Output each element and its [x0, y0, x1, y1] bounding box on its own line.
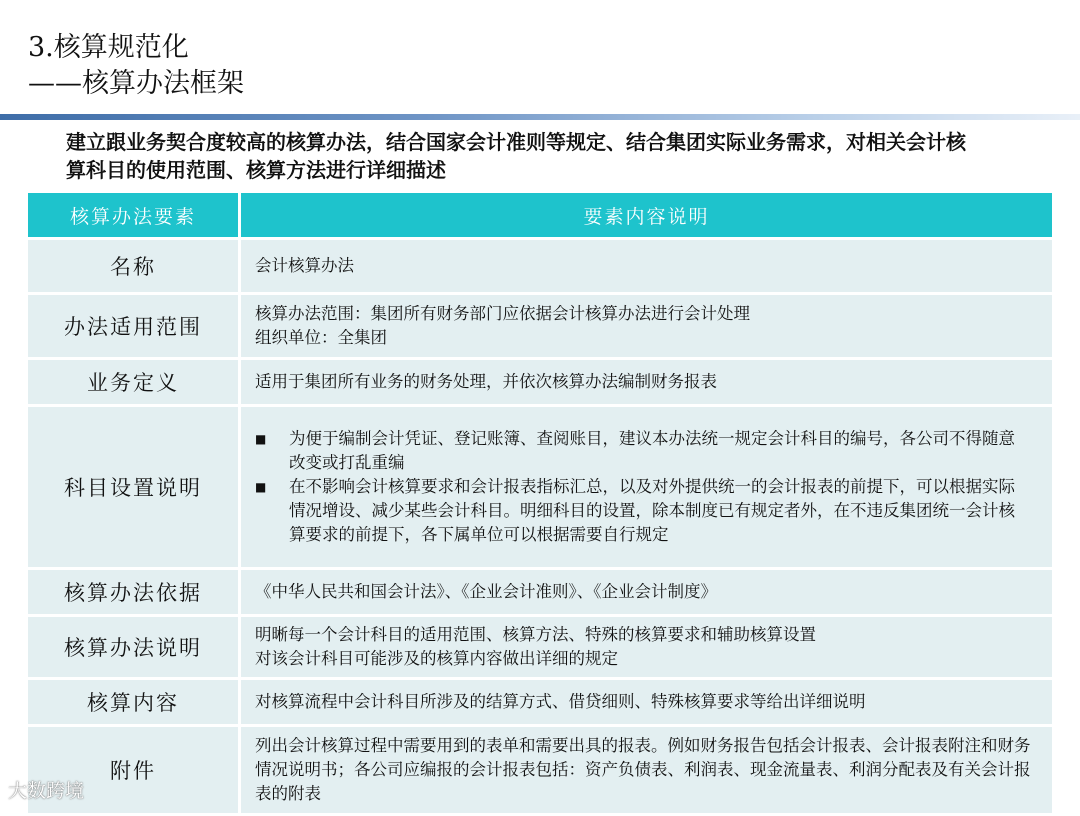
- table-header-row: [28, 193, 1052, 237]
- content-line: 会计核算办法: [255, 256, 354, 275]
- row-label: 核算办法说明: [28, 617, 241, 677]
- table-row: [28, 407, 1052, 567]
- intro-text: 建立跟业务契合度较高的核算办法，结合国家会计准则等规定、结合集团实际业务需求，对相关会计核算科目的使用范围、核算方法进行详细描述: [66, 130, 966, 182]
- elements-table: [28, 190, 1052, 816]
- watermark-logo: 大数跨境: [8, 780, 85, 802]
- row-content: [241, 617, 1052, 677]
- row-content: [241, 240, 1052, 292]
- row-label: 办法适用范围: [28, 295, 241, 357]
- bullet-text: 在不影响会计核算要求和会计报表指标汇总，以及对外提供统一的会计报表的前提下，可以根据实际情况增设、减少某些会计科目。明细科目的设置，除本制度已有规定者外，在不违反集团统一会计核算要求的前提下，各下属单位可以根据需要自行规定: [289, 477, 1015, 544]
- slide-title: [28, 30, 244, 102]
- table-row: [28, 680, 1052, 724]
- bullet-square-icon: ■: [255, 432, 267, 446]
- row-label: 核算办法依据: [28, 570, 241, 614]
- row-content: [241, 727, 1052, 813]
- table-row: [28, 617, 1052, 677]
- header-element: 核算办法要素: [28, 193, 241, 237]
- content-line: 适用于集团所有业务的财务处理，并依次核算办法编制财务报表: [255, 372, 717, 391]
- row-label: 核算内容: [28, 680, 241, 724]
- content-line: 《中华人民共和国会计法》、《企业会计准则》、《企业会计制度》: [255, 582, 717, 601]
- row-content: [241, 360, 1052, 404]
- row-label: 附件: [28, 727, 241, 813]
- content-line: 列出会计核算过程中需要用到的表单和需要出具的报表。例如财务报告包括会计报表、会计报表附注和财务情况说明书；各公司应编报的会计报表包括：资产负债表、利润表、现金流量表、利润分配表及有关会计报表的附表: [255, 736, 1031, 803]
- content-line: 对该会计科目可能涉及的核算内容做出详细的规定: [255, 649, 618, 668]
- title-line-2: ——核算办法框架: [28, 68, 244, 99]
- bullet-item: [255, 427, 1028, 475]
- content-line: 明晰每一个会计科目的适用范围、核算方法、特殊的核算要求和辅助核算设置: [255, 625, 816, 644]
- table-row: [28, 240, 1052, 292]
- content-line: 核算办法范围：集团所有财务部门应依据会计核算办法进行会计处理: [255, 304, 750, 323]
- row-label: 业务定义: [28, 360, 241, 404]
- title-line-1: 3.核算规范化: [28, 32, 189, 63]
- row-content: [241, 295, 1052, 357]
- row-content: [241, 680, 1052, 724]
- table-row: [28, 360, 1052, 404]
- row-content: [241, 407, 1052, 567]
- content-line: 组织单位：全集团: [255, 328, 387, 347]
- header-description: 要素内容说明: [241, 193, 1052, 237]
- row-label: 名称: [28, 240, 241, 292]
- row-content: [241, 570, 1052, 614]
- row-label: 科目设置说明: [28, 407, 241, 567]
- title-divider-bar: [0, 114, 1080, 120]
- content-line: 对核算流程中会计科目所涉及的结算方式、借贷细则、特殊核算要求等给出详细说明: [255, 692, 866, 711]
- bullet-text: 为便于编制会计凭证、登记账簿、查阅账目，建议本办法统一规定会计科目的编号，各公司不得随意改变或打乱重编: [289, 429, 1015, 472]
- table-row: [28, 295, 1052, 357]
- bullet-item: [255, 475, 1028, 547]
- table-row: [28, 727, 1052, 813]
- bullet-square-icon: ■: [255, 480, 267, 494]
- table-row: [28, 570, 1052, 614]
